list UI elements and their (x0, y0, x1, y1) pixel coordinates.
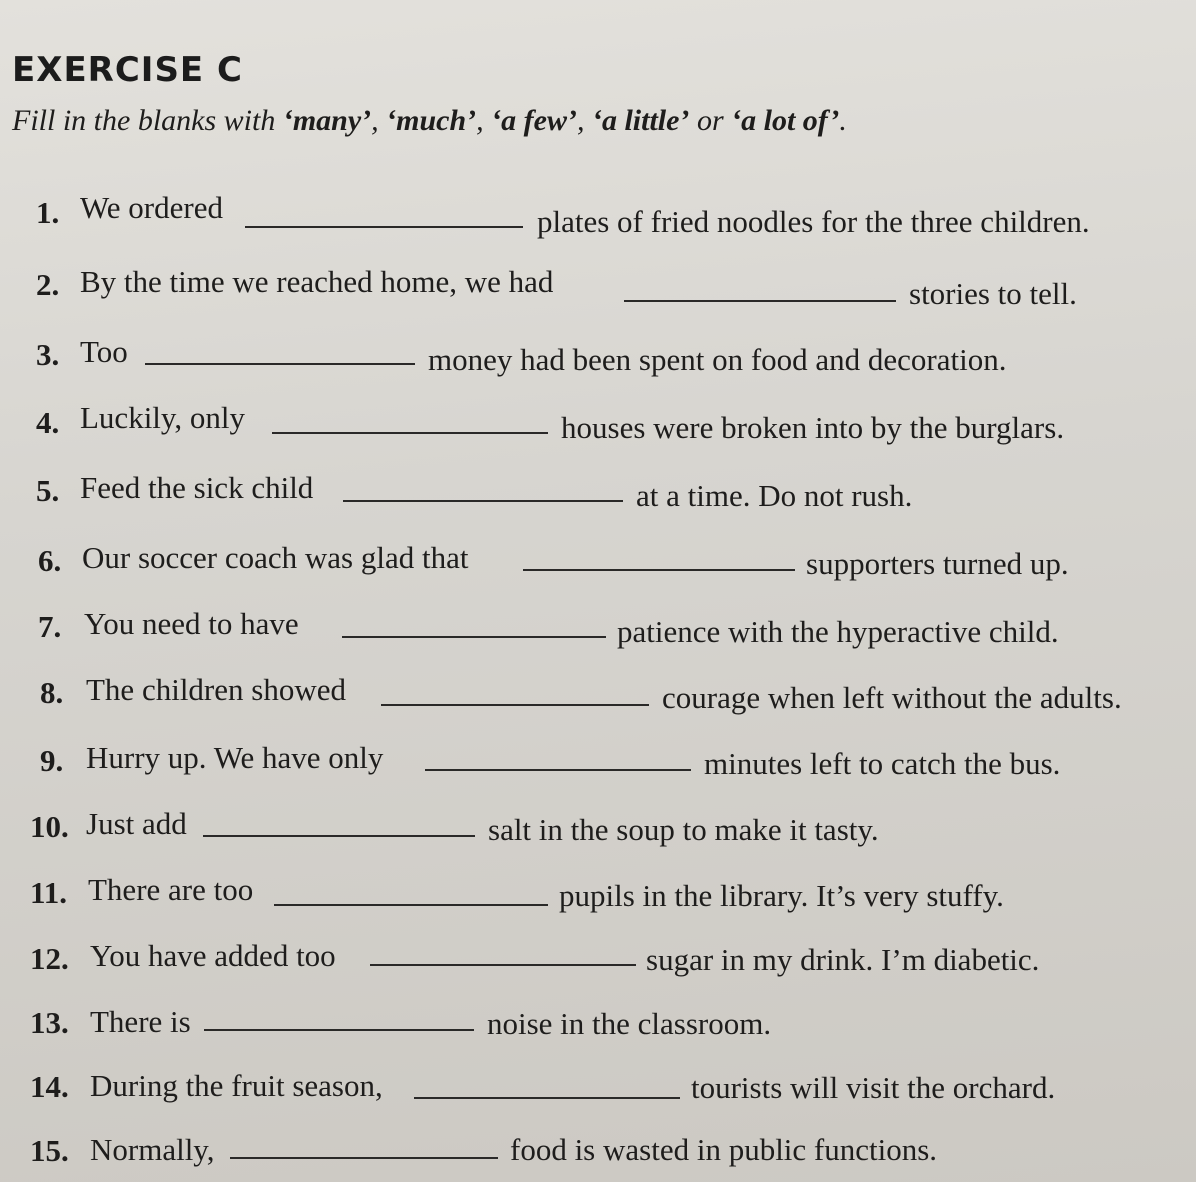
question-text-before: During the fruit season, (90, 1068, 383, 1103)
question-text-before: There are too (88, 872, 254, 907)
question-text-after: pupils in the library. It’s very stuffy. (559, 878, 1004, 913)
answer-blank[interactable] (145, 363, 415, 365)
question-text-after: money had been spent on food and decoration. (428, 342, 1007, 377)
question-text-after: plates of fried noodles for the three children. (537, 204, 1090, 239)
question-text-after: sugar in my drink. I’m diabetic. (646, 942, 1040, 977)
instruction-separator: or (689, 104, 732, 137)
question-text-before: You have added too (90, 938, 336, 973)
answer-blank[interactable] (624, 300, 896, 302)
option-many: ‘many’ (282, 104, 372, 137)
answer-blank[interactable] (274, 904, 548, 906)
question-text-after: at a time. Do not rush. (636, 478, 913, 513)
instruction-separator: , (371, 104, 387, 137)
question-text-before: You need to have (84, 606, 299, 641)
question-text-after: food is wasted in public functions. (510, 1132, 938, 1167)
option-a-few: ‘a few’ (491, 104, 577, 137)
question-text-after: minutes left to catch the bus. (704, 746, 1061, 781)
question-number: 11. (30, 875, 68, 910)
question-number: 1. (36, 195, 60, 230)
instruction-separator: , (576, 104, 592, 137)
answer-blank[interactable] (204, 1029, 474, 1031)
question-text-before: Feed the sick child (80, 470, 314, 505)
answer-blank[interactable] (245, 226, 523, 228)
question-text-after: stories to tell. (909, 276, 1077, 311)
question-text-before: There is (90, 1004, 191, 1039)
question-number: 7. (38, 609, 62, 644)
answer-blank[interactable] (343, 500, 623, 502)
question-number: 2. (36, 267, 60, 302)
question-text-before: Hurry up. We have only (86, 740, 384, 775)
question-number: 12. (30, 941, 69, 976)
question-number: 8. (40, 675, 64, 710)
answer-blank[interactable] (272, 432, 548, 434)
question-number: 4. (36, 405, 60, 440)
question-number: 10. (30, 809, 69, 844)
question-text-after: salt in the soup to make it tasty. (488, 812, 879, 847)
question-text-before: By the time we reached home, we had (80, 264, 554, 299)
answer-blank[interactable] (342, 636, 606, 638)
question-number: 14. (30, 1069, 69, 1104)
answer-blank[interactable] (523, 569, 795, 571)
question-text-before: Too (80, 334, 128, 369)
answer-blank[interactable] (203, 835, 475, 837)
question-number: 3. (36, 337, 60, 372)
question-text-before: Just add (86, 806, 187, 841)
question-text-before: Our soccer coach was glad that (82, 540, 469, 575)
option-much: ‘much’ (386, 104, 477, 137)
answer-blank[interactable] (370, 964, 636, 966)
question-text-after: tourists will visit the orchard. (691, 1070, 1056, 1105)
question-text-after: courage when left without the adults. (662, 680, 1122, 715)
instruction-suffix: . (839, 104, 847, 137)
option-a-lot-of: ‘a lot of’ (731, 104, 840, 137)
question-text-before: We ordered (80, 190, 223, 225)
answer-blank[interactable] (425, 769, 691, 771)
question-text-after: noise in the classroom. (487, 1006, 772, 1041)
question-text-after: patience with the hyperactive child. (617, 614, 1059, 649)
question-number: 9. (40, 743, 64, 778)
instruction-prefix: Fill in the blanks with (12, 104, 283, 137)
option-a-little: ‘a little’ (591, 104, 690, 137)
question-text-before: Luckily, only (80, 400, 246, 435)
answer-blank[interactable] (414, 1097, 680, 1099)
question-text-before: The children showed (86, 672, 346, 707)
question-number: 5. (36, 473, 60, 508)
question-number: 15. (30, 1133, 69, 1168)
exercise-heading: EXERCISE C (12, 50, 243, 90)
answer-blank[interactable] (381, 704, 649, 706)
question-number: 13. (30, 1005, 69, 1040)
question-text-after: houses were broken into by the burglars. (561, 410, 1065, 445)
instruction-separator: , (476, 104, 492, 137)
question-number: 6. (38, 543, 62, 578)
question-text-after: supporters turned up. (806, 546, 1069, 581)
exercise-instruction (12, 104, 847, 138)
question-text-before: Normally, (90, 1132, 215, 1167)
answer-blank[interactable] (230, 1157, 498, 1159)
